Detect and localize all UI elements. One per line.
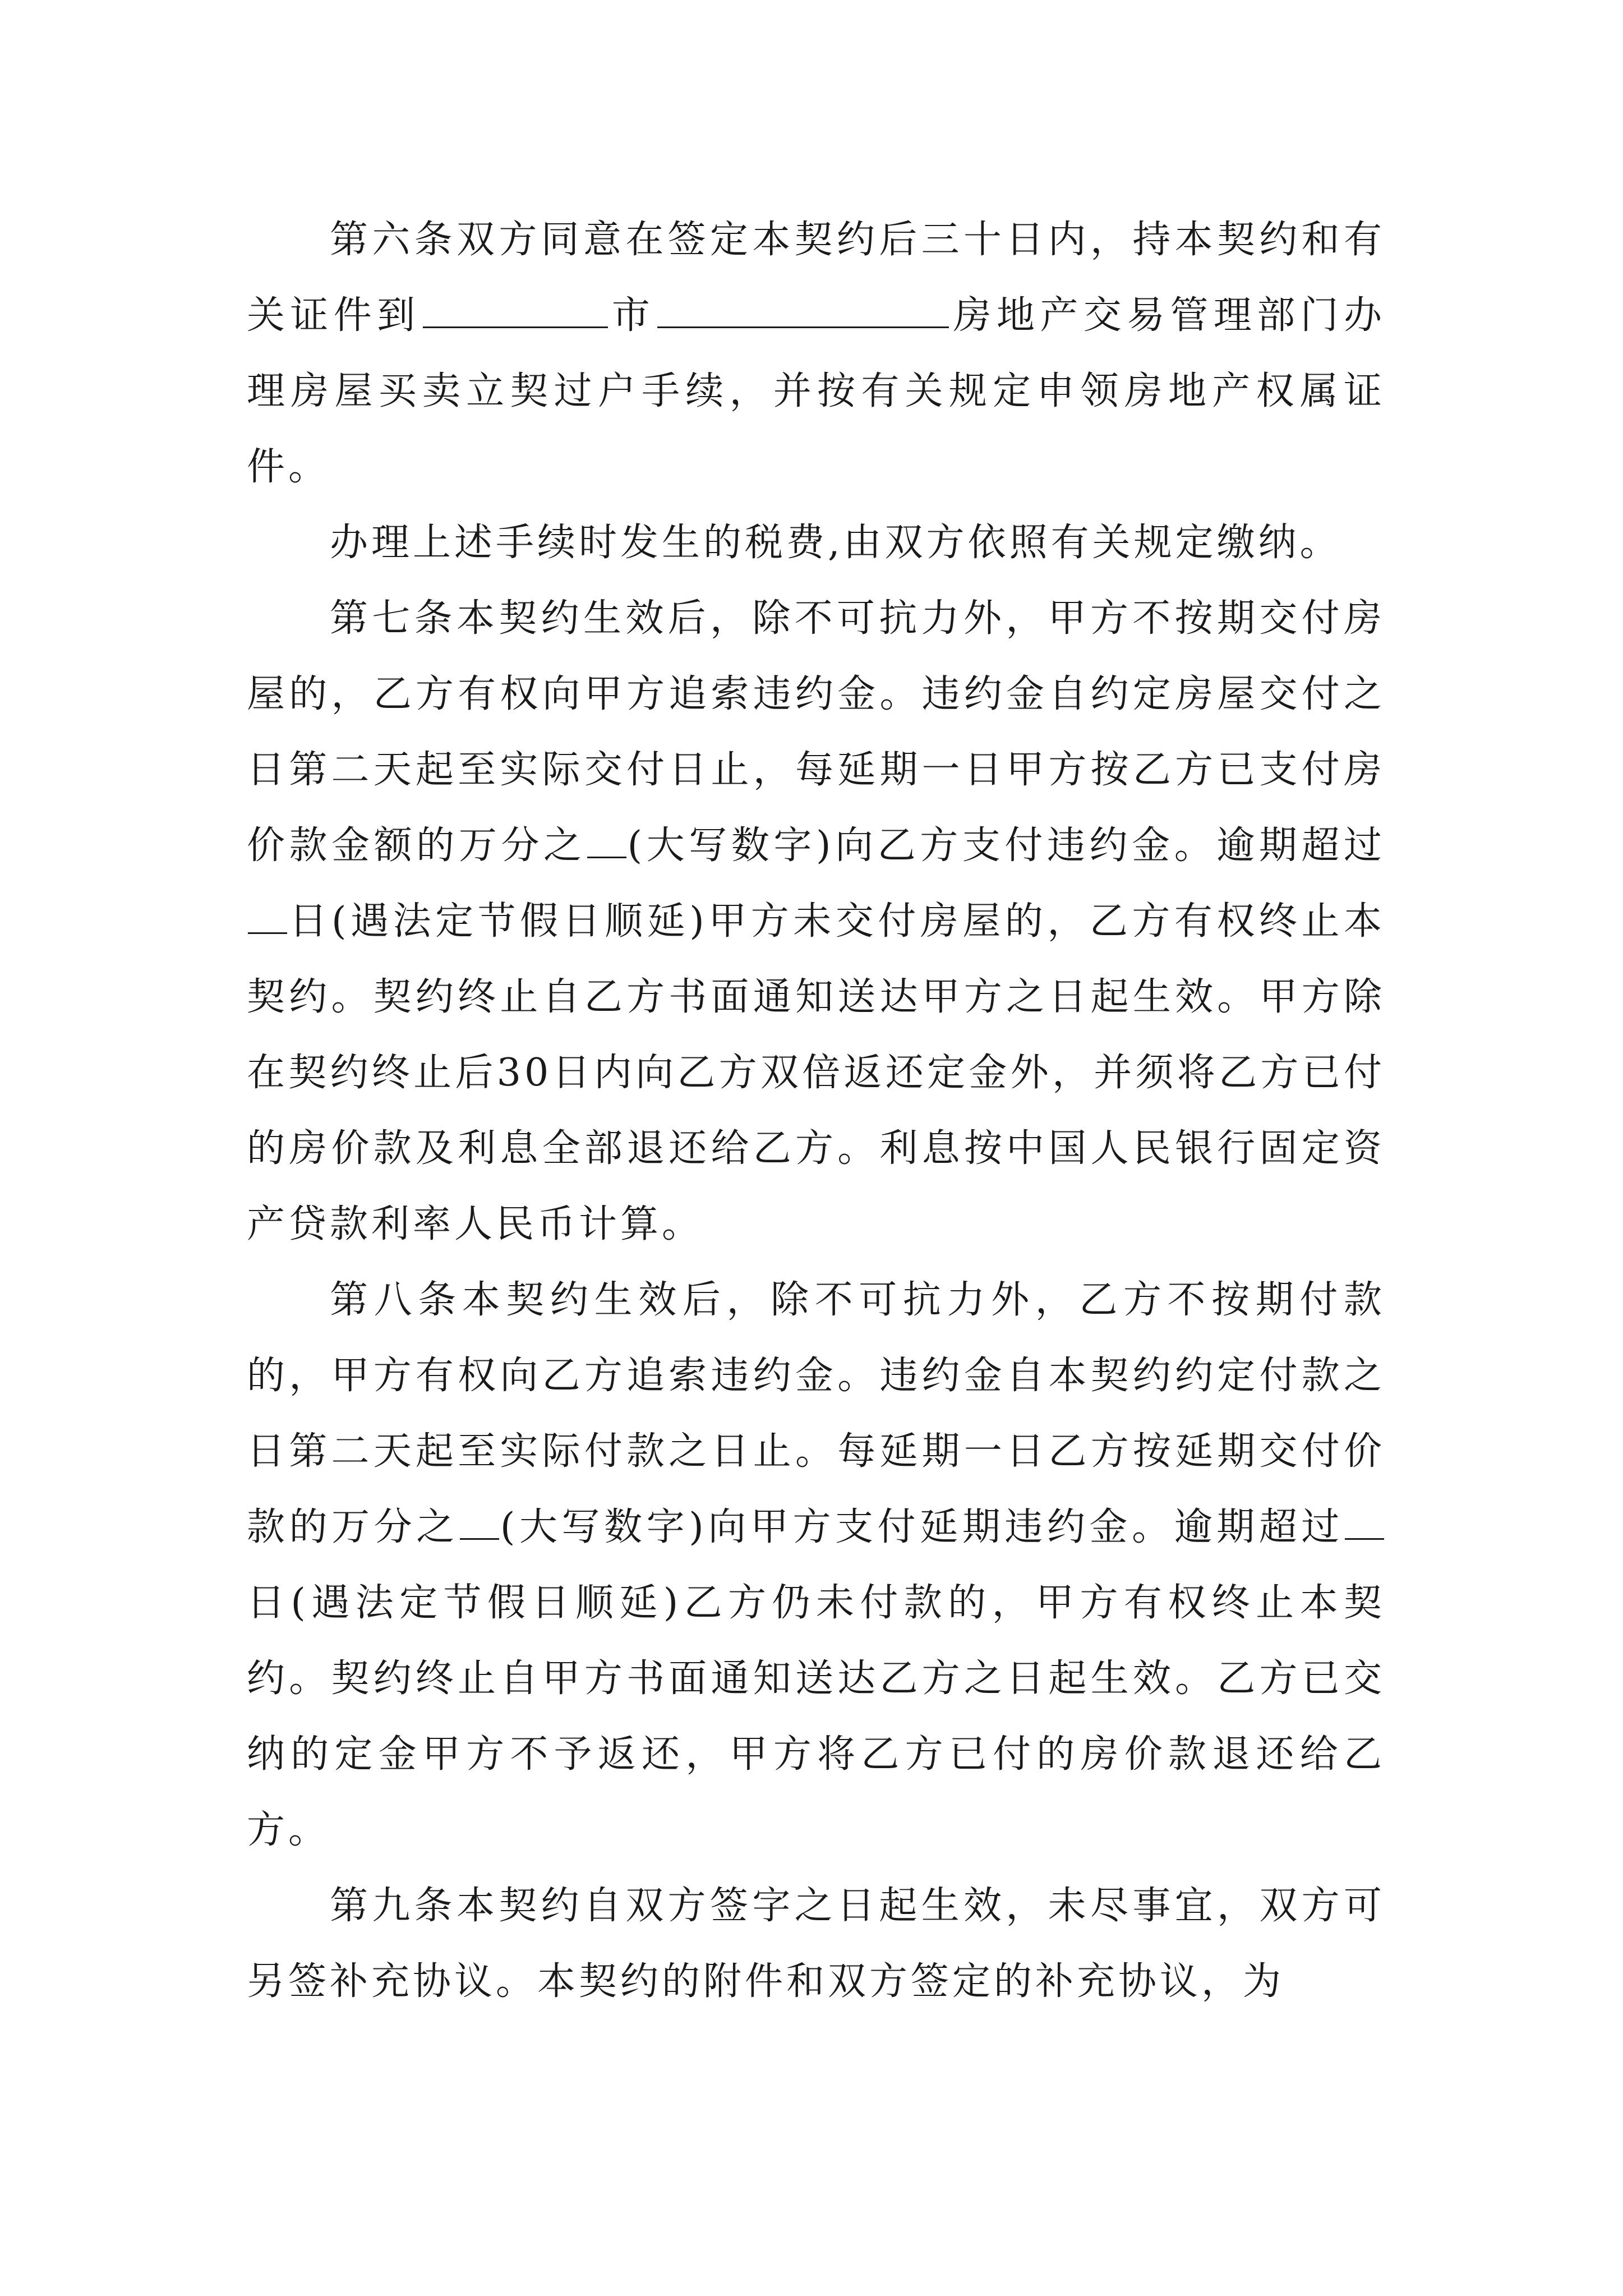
article-7-paragraph — [247, 581, 1385, 1262]
blank-district — [657, 293, 949, 328]
article-8-paragraph — [247, 1262, 1385, 1868]
article-7-text-3: 日(遇法定节假日顺延)甲方未交付房屋的，乙方有权终止本契约。契约终止自乙方书面通知送达甲方之日起生效。甲方除在契约终止后30日内向乙方双倍返还定金外，并须将乙方已付的房价款及利息全部退还给乙方。利息按中国人民银行固定资产贷款利率人民币计算。 — [247, 899, 1385, 1246]
blank-rate-seller — [587, 823, 626, 858]
article-7-text-1: 第七条本契约生效后，除不可抗力外，甲方不按期交付房屋的，乙方有权向甲方追索违约金。违约金自约定房屋交付之日第二天起至实际交付日止，每延期一日甲方按乙方已支付房价款金额的万分之 — [247, 596, 1385, 868]
article-6-text-2: 市 — [610, 293, 656, 338]
article-6-paragraph — [247, 202, 1385, 505]
article-9-text-1: 第九条本契约自双方签字之日起生效，未尽事宜，双方可另签补充协议。本契约的附件和双方签定的补充协议，为 — [247, 1884, 1385, 2004]
blank-days-seller — [248, 899, 287, 934]
document-body — [247, 202, 1385, 2019]
article-8-text-3: 日(遇法定节假日顺延)乙方仍未付款的，甲方有权终止本契约。契约终止自甲方书面通知送达乙方之日起生效。乙方已交纳的定金甲方不予返还，甲方将乙方已付的房价款退还给乙方。 — [247, 1581, 1385, 1852]
blank-days-buyer — [1345, 1504, 1384, 1540]
blank-city — [423, 293, 608, 328]
article-6-text-3: 房地产交易管理部门办理房屋买卖立契过户手续，并按有关规定申领房地产权属证件。 — [247, 293, 1385, 489]
blank-rate-buyer — [460, 1504, 499, 1540]
tax-fee-paragraph: 办理上述手续时发生的税费,由双方依照有关规定缴纳。 — [330, 521, 1341, 565]
article-6-text-1: 第六条双方同意在签定本契约后三十日内，持本契约和有关证件到 — [247, 218, 1385, 338]
article-8-text-2: (大写数字)向甲方支付延期违约金。逾期超过 — [500, 1505, 1344, 1549]
article-7-text-2: (大写数字)向乙方支付违约金。逾期超过 — [627, 823, 1385, 868]
article-8-text-1: 第八条本契约生效后，除不可抗力外，乙方不按期付款的，甲方有权向乙方追索违约金。违约金自本契约约定付款之日第二天起至实际付款之日止。每延期一日乙方按延期交付价款的万分之 — [247, 1278, 1385, 1549]
article-9-paragraph — [247, 1868, 1385, 2019]
